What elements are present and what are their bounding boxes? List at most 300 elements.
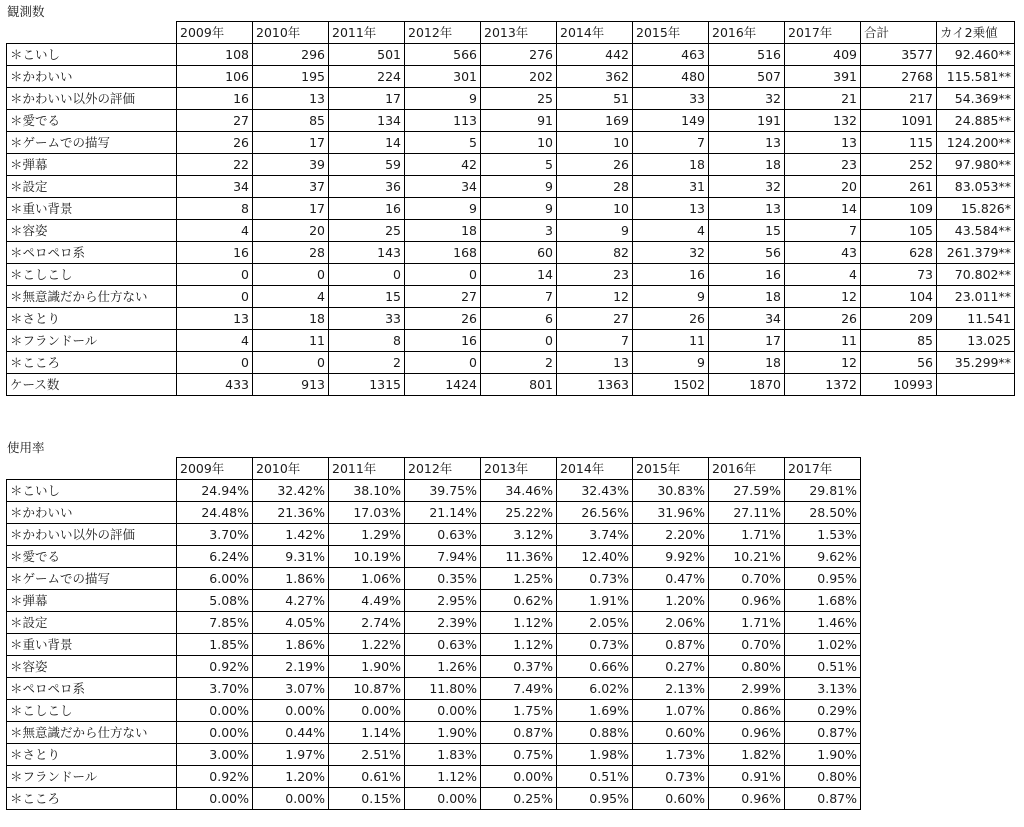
usage-cell: 1.53% <box>785 524 861 546</box>
observed-cell: 26 <box>785 308 861 330</box>
observed-cell: 26 <box>405 308 481 330</box>
observed-cell: 4 <box>177 220 253 242</box>
usage-cell: 0.00% <box>481 766 557 788</box>
usage-cell: 0.88% <box>557 722 633 744</box>
observed-cell: 11.541 <box>937 308 1015 330</box>
usage-cell: 1.86% <box>253 568 329 590</box>
observed-cell: 12 <box>785 286 861 308</box>
observed-cell: 1502 <box>633 374 709 396</box>
usage-cell: 38.10% <box>329 480 405 502</box>
usage-cell: 0.73% <box>557 568 633 590</box>
observed-cell: 15 <box>329 286 405 308</box>
observed-row-label: ＊容姿 <box>7 220 177 242</box>
observed-cell: 73 <box>861 264 937 286</box>
observed-table-row <box>7 330 1015 352</box>
usage-cell: 12.40% <box>557 546 633 568</box>
observed-cell: 28 <box>253 242 329 264</box>
usage-cell: 0.29% <box>785 700 861 722</box>
usage-table-row <box>7 722 861 744</box>
observed-cell: 23 <box>785 154 861 176</box>
observed-cell: 92.460** <box>937 44 1015 66</box>
observed-cell: 18 <box>405 220 481 242</box>
observed-cell: 4 <box>253 286 329 308</box>
usage-cell: 2.51% <box>329 744 405 766</box>
observed-table-row <box>7 286 1015 308</box>
usage-cell: 7.94% <box>405 546 481 568</box>
observed-cell: 18 <box>709 154 785 176</box>
usage-cell: 0.66% <box>557 656 633 678</box>
usage-row-label: ＊無意識だから仕方ない <box>7 722 177 744</box>
usage-cell: 0.00% <box>329 700 405 722</box>
observed-cell: 391 <box>785 66 861 88</box>
observed-cell: 17 <box>253 132 329 154</box>
observed-cell: 15 <box>709 220 785 242</box>
observed-cell: 83.053** <box>937 176 1015 198</box>
observed-cell <box>937 374 1015 396</box>
observed-row-label: ＊無意識だから仕方ない <box>7 286 177 308</box>
observed-column-header: 2016年 <box>709 22 785 44</box>
usage-cell: 1.90% <box>785 744 861 766</box>
usage-cell: 3.13% <box>785 678 861 700</box>
observed-cell: 18 <box>633 154 709 176</box>
observed-cell: 27 <box>177 110 253 132</box>
observed-row-label: ＊こしこし <box>7 264 177 286</box>
usage-row-label: ＊愛でる <box>7 546 177 568</box>
usage-column-header: 2009年 <box>177 458 253 480</box>
usage-cell: 6.24% <box>177 546 253 568</box>
usage-column-header: 2014年 <box>557 458 633 480</box>
observed-header-row <box>7 22 1015 44</box>
usage-column-header: 2016年 <box>709 458 785 480</box>
observed-cell: 23.011** <box>937 286 1015 308</box>
usage-corner-cell <box>7 458 177 480</box>
observed-cell: 115 <box>861 132 937 154</box>
usage-cell: 0.63% <box>405 634 481 656</box>
observed-row-label: ＊こいし <box>7 44 177 66</box>
observed-cell: 16 <box>177 242 253 264</box>
observed-row-label: ＊愛でる <box>7 110 177 132</box>
usage-cell: 32.42% <box>253 480 329 502</box>
observed-column-header: 2014年 <box>557 22 633 44</box>
observed-cell: 9 <box>633 352 709 374</box>
observed-cell: 16 <box>405 330 481 352</box>
usage-row-label: ＊弾幕 <box>7 590 177 612</box>
observed-cell: 97.980** <box>937 154 1015 176</box>
usage-cell: 4.49% <box>329 590 405 612</box>
observed-cell: 3 <box>481 220 557 242</box>
observed-cell: 25 <box>481 88 557 110</box>
usage-column-header: 2013年 <box>481 458 557 480</box>
usage-cell: 1.71% <box>709 524 785 546</box>
observed-cell: 566 <box>405 44 481 66</box>
observed-cell: 4 <box>785 264 861 286</box>
observed-cell: 2 <box>329 352 405 374</box>
usage-cell: 1.98% <box>557 744 633 766</box>
usage-row-label: ＊さとり <box>7 744 177 766</box>
observed-table-row <box>7 308 1015 330</box>
usage-title: 使用率 <box>7 440 45 455</box>
usage-cell: 0.60% <box>633 788 709 810</box>
observed-cell: 37 <box>253 176 329 198</box>
observed-table-row <box>7 242 1015 264</box>
usage-table-row <box>7 788 861 810</box>
usage-cell: 0.51% <box>785 656 861 678</box>
observed-table-row <box>7 374 1015 396</box>
usage-cell: 25.22% <box>481 502 557 524</box>
usage-cell: 0.51% <box>557 766 633 788</box>
usage-row-label: ＊ペロペロ系 <box>7 678 177 700</box>
usage-table-row <box>7 524 861 546</box>
observed-cell: 4 <box>633 220 709 242</box>
usage-cell: 1.46% <box>785 612 861 634</box>
usage-cell: 1.12% <box>481 612 557 634</box>
observed-cell: 31 <box>633 176 709 198</box>
observed-row-label: ＊弾幕 <box>7 154 177 176</box>
usage-cell: 2.20% <box>633 524 709 546</box>
usage-row-label: ＊かわいい以外の評価 <box>7 524 177 546</box>
usage-cell: 1.91% <box>557 590 633 612</box>
observed-cell: 12 <box>785 352 861 374</box>
usage-cell: 10.87% <box>329 678 405 700</box>
usage-row-label: ＊フランドール <box>7 766 177 788</box>
observed-cell: 13 <box>177 308 253 330</box>
observed-cell: 39 <box>253 154 329 176</box>
observed-cell: 1091 <box>861 110 937 132</box>
observed-cell: 7 <box>481 286 557 308</box>
observed-cell: 507 <box>709 66 785 88</box>
observed-cell: 16 <box>177 88 253 110</box>
observed-cell: 0 <box>329 264 405 286</box>
observed-cell: 16 <box>329 198 405 220</box>
usage-cell: 6.00% <box>177 568 253 590</box>
usage-column-header: 2011年 <box>329 458 405 480</box>
usage-cell: 1.12% <box>481 634 557 656</box>
usage-column-header: 2010年 <box>253 458 329 480</box>
observed-cell: 115.581** <box>937 66 1015 88</box>
observed-corner-cell <box>7 22 177 44</box>
usage-row-label: ＊こいし <box>7 480 177 502</box>
usage-cell: 0.87% <box>481 722 557 744</box>
usage-cell: 2.99% <box>709 678 785 700</box>
usage-row-label: ＊こしこし <box>7 700 177 722</box>
observed-cell: 0 <box>253 352 329 374</box>
usage-cell: 1.26% <box>405 656 481 678</box>
observed-row-label: ＊設定 <box>7 176 177 198</box>
observed-column-header: 2017年 <box>785 22 861 44</box>
observed-cell: 9 <box>557 220 633 242</box>
observed-cell: 18 <box>709 286 785 308</box>
usage-row-label: ＊かわいい <box>7 502 177 524</box>
observed-cell: 56 <box>861 352 937 374</box>
usage-cell: 1.06% <box>329 568 405 590</box>
usage-cell: 0.15% <box>329 788 405 810</box>
observed-cell: 85 <box>253 110 329 132</box>
usage-cell: 1.90% <box>405 722 481 744</box>
observed-cell: 32 <box>709 88 785 110</box>
observed-cell: 13.025 <box>937 330 1015 352</box>
usage-cell: 26.56% <box>557 502 633 524</box>
usage-cell: 7.85% <box>177 612 253 634</box>
observed-cell: 480 <box>633 66 709 88</box>
observed-cell: 9 <box>405 198 481 220</box>
observed-column-header: 合計 <box>861 22 937 44</box>
usage-cell: 3.74% <box>557 524 633 546</box>
observed-cell: 143 <box>329 242 405 264</box>
observed-cell: 18 <box>709 352 785 374</box>
observed-cell: 104 <box>861 286 937 308</box>
usage-cell: 0.87% <box>633 634 709 656</box>
usage-cell: 0.47% <box>633 568 709 590</box>
usage-cell: 2.95% <box>405 590 481 612</box>
observed-cell: 24.885** <box>937 110 1015 132</box>
observed-table-row <box>7 66 1015 88</box>
observed-row-label: ケース数 <box>7 374 177 396</box>
observed-cell: 801 <box>481 374 557 396</box>
observed-cell: 7 <box>557 330 633 352</box>
usage-table-row <box>7 480 861 502</box>
observed-cell: 132 <box>785 110 861 132</box>
usage-cell: 0.60% <box>633 722 709 744</box>
observed-cell: 1870 <box>709 374 785 396</box>
usage-table-row <box>7 590 861 612</box>
observed-cell: 9 <box>633 286 709 308</box>
observed-cell: 27 <box>405 286 481 308</box>
observed-cell: 105 <box>861 220 937 242</box>
usage-cell: 1.25% <box>481 568 557 590</box>
observed-column-header: 2012年 <box>405 22 481 44</box>
usage-cell: 0.80% <box>709 656 785 678</box>
observed-cell: 409 <box>785 44 861 66</box>
observed-cell: 516 <box>709 44 785 66</box>
observed-cell: 261.379** <box>937 242 1015 264</box>
observed-cell: 6 <box>481 308 557 330</box>
observed-cell: 34 <box>177 176 253 198</box>
observed-cell: 60 <box>481 242 557 264</box>
observed-cell: 913 <box>253 374 329 396</box>
observed-row-label: ＊かわいい以外の評価 <box>7 88 177 110</box>
observed-cell: 191 <box>709 110 785 132</box>
usage-cell: 24.94% <box>177 480 253 502</box>
observed-cell: 442 <box>557 44 633 66</box>
usage-cell: 1.14% <box>329 722 405 744</box>
usage-cell: 31.96% <box>633 502 709 524</box>
observed-cell: 0 <box>405 352 481 374</box>
usage-row-label: ＊設定 <box>7 612 177 634</box>
observed-cell: 82 <box>557 242 633 264</box>
observed-table <box>6 21 1015 396</box>
usage-cell: 0.00% <box>177 788 253 810</box>
observed-cell: 195 <box>253 66 329 88</box>
observed-cell: 169 <box>557 110 633 132</box>
usage-cell: 0.96% <box>709 590 785 612</box>
observed-cell: 106 <box>177 66 253 88</box>
usage-cell: 1.02% <box>785 634 861 656</box>
usage-cell: 2.39% <box>405 612 481 634</box>
usage-cell: 3.70% <box>177 678 253 700</box>
observed-cell: 109 <box>861 198 937 220</box>
observed-cell: 202 <box>481 66 557 88</box>
observed-cell: 0 <box>481 330 557 352</box>
usage-cell: 2.74% <box>329 612 405 634</box>
observed-cell: 5 <box>405 132 481 154</box>
observed-cell: 13 <box>633 198 709 220</box>
observed-cell: 13 <box>709 198 785 220</box>
usage-cell: 3.07% <box>253 678 329 700</box>
usage-table-row <box>7 744 861 766</box>
usage-row-label: ＊ゲームでの描写 <box>7 568 177 590</box>
usage-cell: 0.95% <box>557 788 633 810</box>
usage-cell: 1.83% <box>405 744 481 766</box>
usage-cell: 2.06% <box>633 612 709 634</box>
usage-table-row <box>7 634 861 656</box>
usage-cell: 0.00% <box>177 722 253 744</box>
usage-cell: 0.61% <box>329 766 405 788</box>
observed-column-header: 2015年 <box>633 22 709 44</box>
usage-cell: 0.73% <box>557 634 633 656</box>
usage-cell: 3.12% <box>481 524 557 546</box>
observed-cell: 9 <box>405 88 481 110</box>
observed-cell: 261 <box>861 176 937 198</box>
usage-cell: 3.70% <box>177 524 253 546</box>
observed-cell: 4 <box>177 330 253 352</box>
usage-cell: 10.19% <box>329 546 405 568</box>
usage-header-row <box>7 458 861 480</box>
usage-cell: 0.00% <box>177 700 253 722</box>
usage-cell: 21.14% <box>405 502 481 524</box>
observed-cell: 5 <box>481 154 557 176</box>
observed-cell: 10 <box>557 198 633 220</box>
observed-row-label: ＊こころ <box>7 352 177 374</box>
usage-cell: 0.00% <box>253 700 329 722</box>
usage-cell: 2.13% <box>633 678 709 700</box>
observed-table-row <box>7 44 1015 66</box>
observed-cell: 168 <box>405 242 481 264</box>
usage-cell: 0.92% <box>177 766 253 788</box>
usage-table-row <box>7 502 861 524</box>
observed-cell: 26 <box>557 154 633 176</box>
usage-row-label: ＊こころ <box>7 788 177 810</box>
usage-cell: 0.63% <box>405 524 481 546</box>
observed-cell: 18 <box>253 308 329 330</box>
observed-cell: 56 <box>709 242 785 264</box>
observed-cell: 34 <box>709 308 785 330</box>
observed-cell: 91 <box>481 110 557 132</box>
usage-table-row <box>7 568 861 590</box>
observed-row-label: ＊フランドール <box>7 330 177 352</box>
usage-cell: 4.05% <box>253 612 329 634</box>
usage-cell: 0.86% <box>709 700 785 722</box>
usage-cell: 0.75% <box>481 744 557 766</box>
usage-cell: 0.73% <box>633 766 709 788</box>
observed-table-row <box>7 132 1015 154</box>
observed-cell: 17 <box>709 330 785 352</box>
usage-cell: 1.68% <box>785 590 861 612</box>
observed-table-row <box>7 220 1015 242</box>
observed-cell: 11 <box>785 330 861 352</box>
observed-cell: 1315 <box>329 374 405 396</box>
usage-cell: 0.80% <box>785 766 861 788</box>
usage-cell: 0.95% <box>785 568 861 590</box>
observed-column-header: カイ2乗値 <box>937 22 1015 44</box>
usage-cell: 0.00% <box>253 788 329 810</box>
observed-cell: 14 <box>481 264 557 286</box>
observed-cell: 43 <box>785 242 861 264</box>
observed-cell: 16 <box>709 264 785 286</box>
usage-cell: 2.05% <box>557 612 633 634</box>
observed-cell: 628 <box>861 242 937 264</box>
usage-cell: 0.62% <box>481 590 557 612</box>
observed-cell: 501 <box>329 44 405 66</box>
observed-cell: 0 <box>177 352 253 374</box>
observed-cell: 301 <box>405 66 481 88</box>
usage-cell: 39.75% <box>405 480 481 502</box>
observed-cell: 134 <box>329 110 405 132</box>
observed-cell: 149 <box>633 110 709 132</box>
observed-table-row <box>7 110 1015 132</box>
usage-cell: 9.31% <box>253 546 329 568</box>
usage-cell: 17.03% <box>329 502 405 524</box>
usage-cell: 21.36% <box>253 502 329 524</box>
usage-cell: 10.21% <box>709 546 785 568</box>
observed-cell: 224 <box>329 66 405 88</box>
usage-cell: 0.27% <box>633 656 709 678</box>
observed-cell: 20 <box>253 220 329 242</box>
usage-cell: 0.25% <box>481 788 557 810</box>
observed-table-row <box>7 176 1015 198</box>
usage-cell: 1.71% <box>709 612 785 634</box>
usage-cell: 1.22% <box>329 634 405 656</box>
observed-cell: 28 <box>557 176 633 198</box>
usage-cell: 27.11% <box>709 502 785 524</box>
usage-cell: 11.80% <box>405 678 481 700</box>
usage-cell: 2.19% <box>253 656 329 678</box>
usage-cell: 1.82% <box>709 744 785 766</box>
observed-row-label: ＊ペロペロ系 <box>7 242 177 264</box>
observed-cell: 9 <box>481 176 557 198</box>
observed-cell: 14 <box>329 132 405 154</box>
usage-cell: 1.90% <box>329 656 405 678</box>
usage-cell: 0.96% <box>709 722 785 744</box>
usage-cell: 1.29% <box>329 524 405 546</box>
observed-cell: 124.200** <box>937 132 1015 154</box>
observed-cell: 27 <box>557 308 633 330</box>
observed-cell: 20 <box>785 176 861 198</box>
observed-column-header: 2010年 <box>253 22 329 44</box>
usage-cell: 1.97% <box>253 744 329 766</box>
usage-row-label: ＊重い背景 <box>7 634 177 656</box>
usage-cell: 0.96% <box>709 788 785 810</box>
observed-cell: 13 <box>253 88 329 110</box>
usage-cell: 0.70% <box>709 568 785 590</box>
observed-cell: 10 <box>557 132 633 154</box>
usage-cell: 32.43% <box>557 480 633 502</box>
observed-table-row <box>7 154 1015 176</box>
usage-cell: 0.87% <box>785 722 861 744</box>
observed-cell: 12 <box>557 286 633 308</box>
usage-cell: 0.87% <box>785 788 861 810</box>
observed-cell: 13 <box>785 132 861 154</box>
usage-cell: 7.49% <box>481 678 557 700</box>
observed-cell: 252 <box>861 154 937 176</box>
observed-cell: 433 <box>177 374 253 396</box>
observed-cell: 23 <box>557 264 633 286</box>
usage-cell: 1.42% <box>253 524 329 546</box>
usage-column-header: 2017年 <box>785 458 861 480</box>
usage-cell: 1.75% <box>481 700 557 722</box>
observed-cell: 7 <box>785 220 861 242</box>
observed-cell: 33 <box>633 88 709 110</box>
observed-row-label: ＊ゲームでの描写 <box>7 132 177 154</box>
